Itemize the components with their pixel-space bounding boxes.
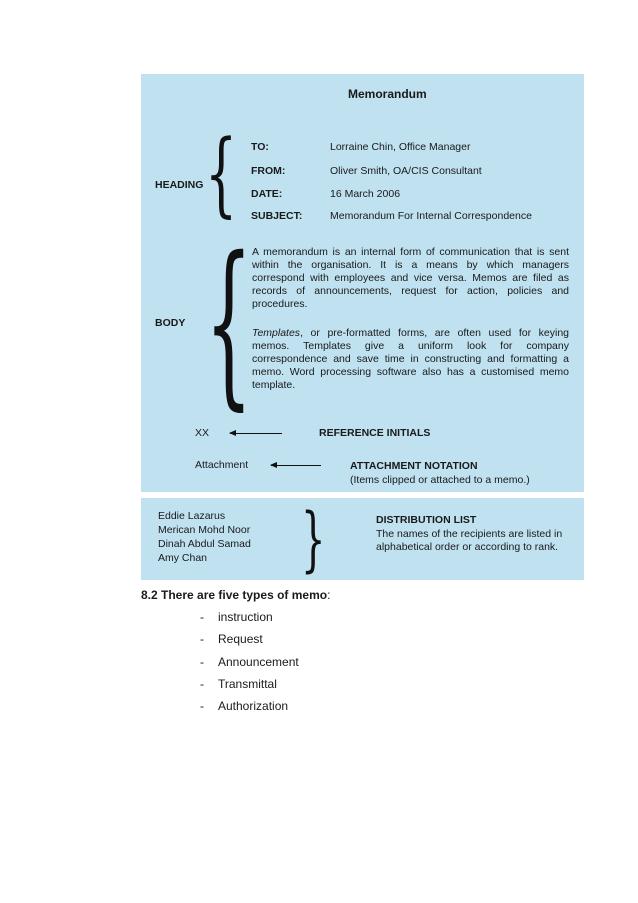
heading-brace: {	[205, 120, 238, 227]
from-value: Oliver Smith, OA/CIS Consultant	[330, 165, 482, 177]
memo-title: Memorandum	[348, 87, 427, 101]
bullet-dash: -	[200, 677, 204, 691]
body-paragraph-2-rest: , or pre-formatted forms, are often used for keying memos. Templates give a uniform look for company correspondence and save time in constructing and formatting a memo. Word processing software also has a customised memo template.	[252, 327, 569, 391]
date-label: DATE:	[251, 188, 283, 200]
bullet-dash: -	[200, 610, 204, 624]
body-paragraph-1: A memorandum is an internal form of communication that is sent within the organisation. It is a means by which managers correspond with employees and vice versa. Memos are filed as records of announcements, request for action, policies and procedures.	[252, 246, 569, 310]
subject-label: SUBJECT:	[251, 210, 303, 222]
reference-initials: XX	[195, 427, 210, 439]
memo-type-request: Request	[218, 632, 263, 646]
recipient-3: Dinah Abdul Samad	[158, 538, 251, 550]
memo-type-transmittal: Transmittal	[218, 677, 277, 691]
date-value: 16 March 2006	[330, 188, 401, 200]
reference-initials-label: REFERENCE INITIALS	[319, 427, 431, 439]
templates-term: Templates	[252, 327, 301, 339]
memo-types-heading-colon: :	[327, 588, 331, 602]
reference-arrow	[230, 433, 282, 434]
bullet-dash: -	[200, 699, 204, 713]
recipient-4: Amy Chan	[158, 552, 208, 564]
distribution-brace: {	[301, 498, 326, 580]
to-label: TO:	[251, 141, 269, 153]
to-value: Lorraine Chin, Office Manager	[330, 141, 471, 153]
distribution-list-label: DISTRIBUTION LIST	[376, 514, 477, 526]
attachment-notation-note: (Items clipped or attached to a memo.)	[350, 474, 530, 486]
recipient-1: Eddie Lazarus	[158, 510, 226, 522]
memo-type-instruction: instruction	[218, 610, 273, 624]
attachment-notation-label: ATTACHMENT NOTATION	[350, 460, 478, 472]
memorandum-figure	[141, 74, 584, 580]
body-label: BODY	[155, 317, 186, 329]
heading-label: HEADING	[155, 179, 204, 191]
attachment-text: Attachment	[195, 459, 249, 471]
bullet-dash: -	[200, 655, 204, 669]
distribution-list-note: The names of the recipients are listed in alphabetical order or according to rank.	[376, 528, 563, 553]
memo-type-announcement: Announcement	[218, 655, 299, 669]
from-label: FROM:	[251, 165, 286, 177]
attachment-arrow	[271, 465, 321, 466]
memo-type-authorization: Authorization	[218, 699, 289, 713]
body-brace: {	[205, 219, 253, 426]
body-paragraph-2	[252, 327, 569, 392]
recipient-2: Merican Mohd Noor	[158, 524, 251, 536]
memo-types-heading	[141, 588, 330, 602]
subject-value: Memorandum For Internal Correspondence	[330, 210, 532, 222]
memo-types-heading-text: 8.2 There are five types of memo	[141, 588, 328, 602]
bullet-dash: -	[200, 632, 204, 646]
